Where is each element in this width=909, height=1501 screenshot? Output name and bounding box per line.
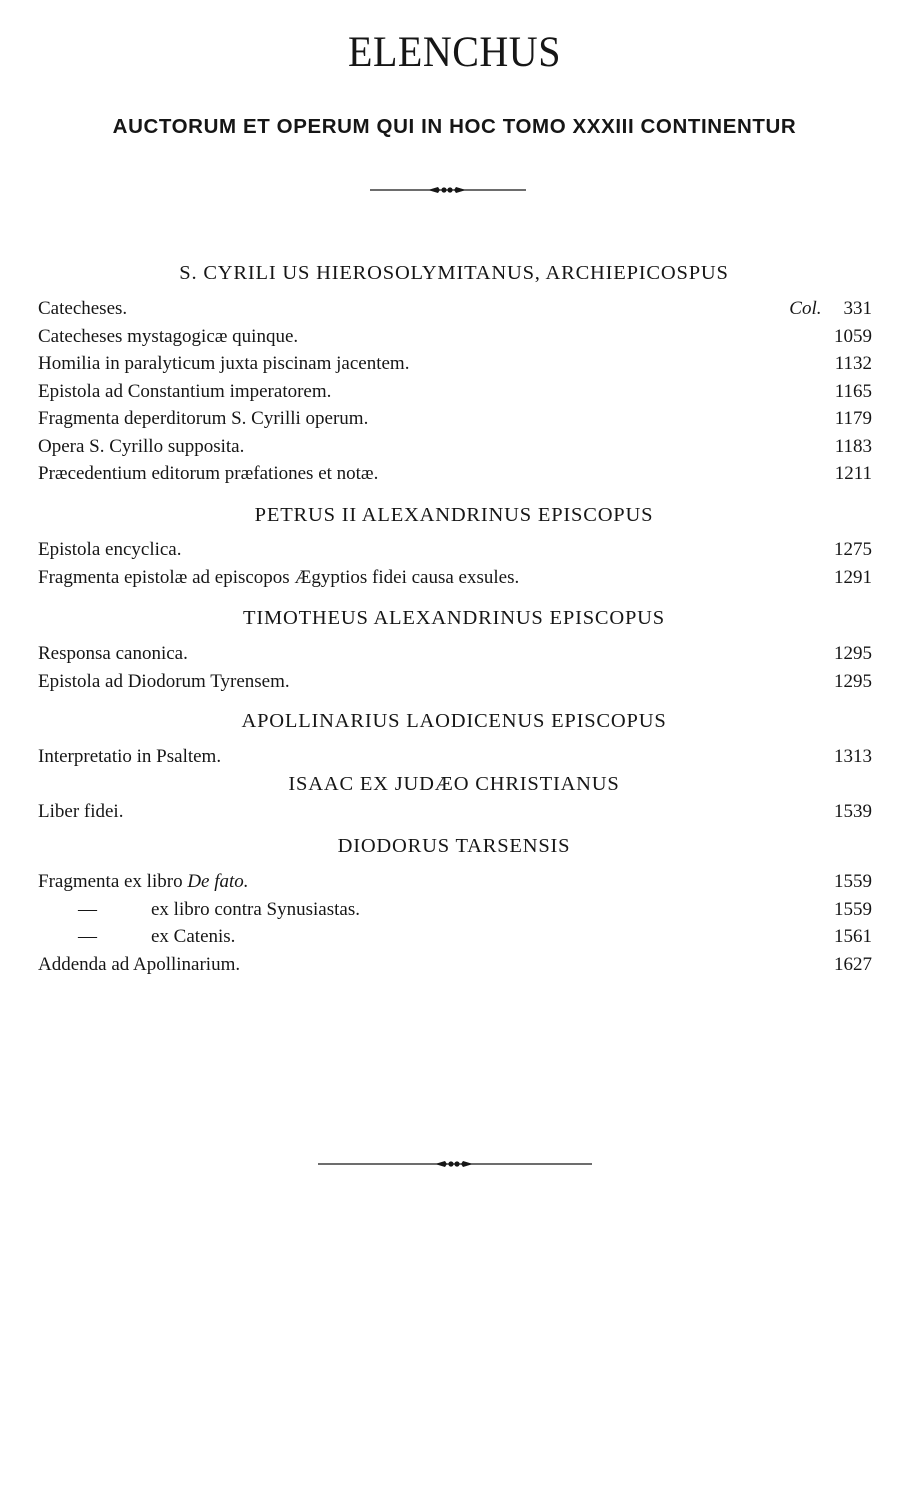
work-title-italic: De fato. (187, 871, 249, 892)
column-number: 1539 (834, 801, 872, 822)
work-title-text: ex libro contra Synusiastas. (151, 899, 360, 920)
column-number: 1561 (834, 926, 872, 947)
author-heading-petrus: PETRUS II ALEXANDRINUS EPISCOPUS (254, 504, 654, 526)
toc-row (38, 379, 872, 405)
author-heading-diodorus: DIODORUS TARSENSIS (337, 835, 571, 857)
column-number: 1291 (834, 567, 872, 588)
work-title: Epistola ad Diodorum Tyrensem. (38, 671, 290, 692)
toc-row (38, 461, 872, 487)
work-title-prefix: Fragmenta ex libro (38, 871, 188, 892)
ornament-divider-bottom (318, 1158, 592, 1170)
column-number: 1275 (834, 539, 872, 560)
author-heading-cyrillus: S. CYRILI US HIEROSOLYMITANUS, ARCHIEPICOSPUS (179, 262, 729, 284)
toc-row (38, 869, 872, 895)
column-number: 1165 (834, 381, 872, 402)
column-number: 1559 (834, 871, 872, 892)
work-title: Præcedentium editorum præfationes et notæ. (38, 463, 379, 484)
toc-row (38, 744, 872, 770)
column-number: 1559 (834, 899, 872, 920)
work-title: Fragmenta deperditorum S. Cyrilli operum. (38, 408, 369, 429)
work-title: Responsa canonica. (38, 643, 188, 664)
column-number: 1313 (834, 746, 872, 767)
column-number: 331 (843, 298, 872, 319)
author-heading-timotheus: TIMOTHEUS ALEXANDRINUS EPISCOPUS (243, 607, 665, 629)
author-heading-apollinarius: APOLLINARIUS LAODICENUS EPISCOPUS (241, 710, 667, 732)
toc-row (38, 351, 872, 377)
work-title (38, 897, 360, 923)
column-number: 1183 (834, 436, 872, 457)
work-title: Catecheses mystagogicæ quinque. (38, 326, 299, 347)
toc-row (38, 537, 872, 563)
column-number: 1179 (834, 408, 872, 429)
toc-row (38, 669, 872, 695)
work-title: Opera S. Cyrillo supposita. (38, 436, 245, 457)
toc-row (38, 565, 872, 591)
ornament-divider-top (370, 184, 526, 196)
toc-row (38, 296, 872, 322)
column-number: 1059 (834, 326, 872, 347)
author-heading-isaac: ISAAC EX JUDÆO CHRISTIANUS (288, 773, 620, 795)
work-title: Epistola ad Constantium imperatorem. (38, 381, 332, 402)
work-title-text: ex Catenis. (151, 926, 236, 947)
column-number: 1295 (834, 643, 872, 664)
toc-row (38, 799, 872, 825)
work-title: Liber fidei. (38, 801, 124, 822)
page-subtitle: AUCTORUM ET OPERUM QUI IN HOC TOMO XXXIII CONTINENTUR (112, 115, 797, 138)
ditto-dash: — (78, 926, 97, 947)
column-number: 1627 (834, 954, 872, 975)
column-number: 1132 (834, 353, 872, 374)
toc-row (38, 406, 872, 432)
toc-row (38, 324, 872, 350)
work-title: Catecheses. (38, 298, 128, 319)
toc-row (38, 924, 872, 950)
work-title: Homilia in paralyticum juxta piscinam jacentem. (38, 353, 410, 374)
col-label: Col. (789, 298, 822, 319)
toc-row (38, 897, 872, 923)
work-title: Addenda ad Apollinarium. (38, 954, 241, 975)
work-title: Fragmenta epistolæ ad episcopos Ægyptios fidei causa exsules. (38, 567, 520, 588)
work-title: Epistola encyclica. (38, 539, 182, 560)
page-title: ELENCHUS (348, 27, 561, 76)
toc-row (38, 434, 872, 460)
work-title: Interpretatio in Psaltem. (38, 746, 222, 767)
work-title (38, 924, 235, 950)
toc-row (38, 641, 872, 667)
ditto-dash: — (78, 899, 97, 920)
toc-row (38, 952, 872, 978)
column-number: 1211 (834, 463, 872, 484)
column-number: 1295 (834, 671, 872, 692)
work-title (38, 869, 249, 895)
